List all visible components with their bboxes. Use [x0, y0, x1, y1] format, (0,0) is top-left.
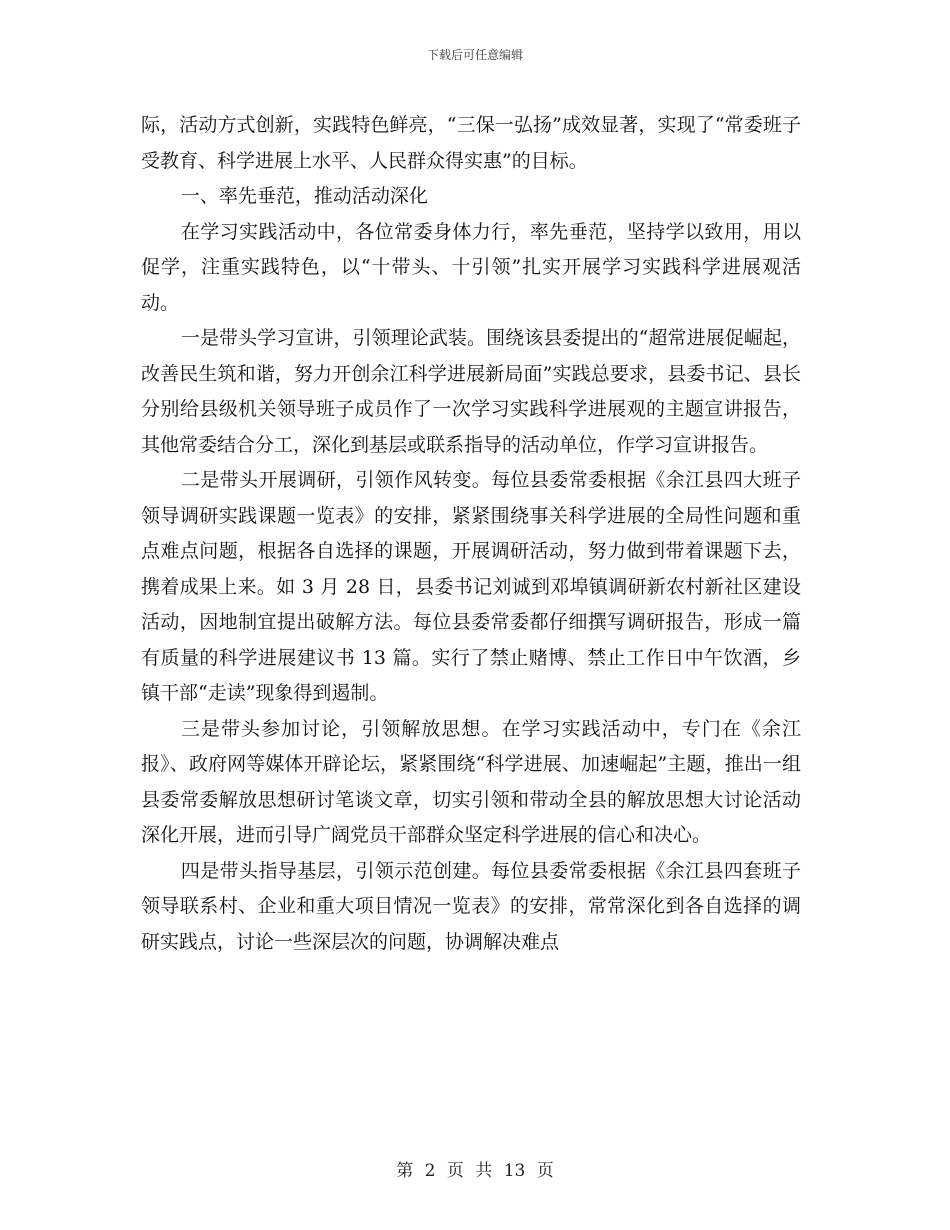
page-number: 第 2 页 共 13 页: [396, 1161, 554, 1181]
paragraph-continuation: 际，活动方式创新，实践特色鲜亮，“三保一弘扬”成效显著，实现了“常委班子受教育、科学进展上水平、人民群众得实惠”的目标。: [141, 114, 801, 172]
paragraph: 二是带头开展调研，引领作风转变。每位县委常委根据《余江县四大班子领导调研实践课题一览表》的安排，紧紧围绕事关科学进展的全局性问题和重点难点问题，根据各自选择的课题，开展调研活动，努力做到带着课题下去，携着成果上来。如 3 月 28 日，县委书记刘诚到邓埠镇调研新农村新社区建设活动，因地制宜提出破解方法。每位县委常委都仔细撰写调研报告，形成一篇有质量的科学进展建议书 13 篇。实行了禁止赌博、禁止工作日中午饮酒，乡镇干部“走读”现象得到遏制。: [141, 469, 801, 704]
paragraph: 三是带头参加讨论，引领解放思想。在学习实践活动中，专门在《余江报》、政府网等媒体开辟论坛，紧紧围绕“科学进展、加速崛起”主题，推出一组县委常委解放思想研讨笔谈文章，切实引领和带动全县的解放思想大讨论活动深化开展，进而引导广阔党员干部群众坚定科学进展的信心和决心。: [141, 717, 801, 846]
paragraph: 四是带头指导基层，引领示范创建。每位县委常委根据《余江县四套班子领导联系村、企业和重大项目情况一览表》的安排，常常深化到各自选择的调研实践点，讨论一些深层次的问题，协调解决难点: [141, 859, 801, 953]
paragraph: 一是带头学习宣讲，引领理论武装。围绕该县委提出的“超常进展促崛起，改善民生筑和谐，努力开创余江科学进展新局面”实践总要求，县委书记、县长分别给县级机关领导班子成员作了一次学习实践科学进展观的主题宣讲报告，其他常委结合分工，深化到基层或联系指导的活动单位，作学习宣讲报告。: [141, 327, 801, 456]
document-body: [141, 108, 801, 960]
page-header: 下载后可任意编辑: [426, 48, 523, 62]
section-heading: 一、率先垂范，推动活动深化: [180, 185, 428, 207]
paragraph: 在学习实践活动中，各位常委身体力行，率先垂范，坚持学以致用，用以促学，注重实践特色，以“十带头、十引领”扎实开展学习实践科学进展观活动。: [141, 220, 801, 314]
